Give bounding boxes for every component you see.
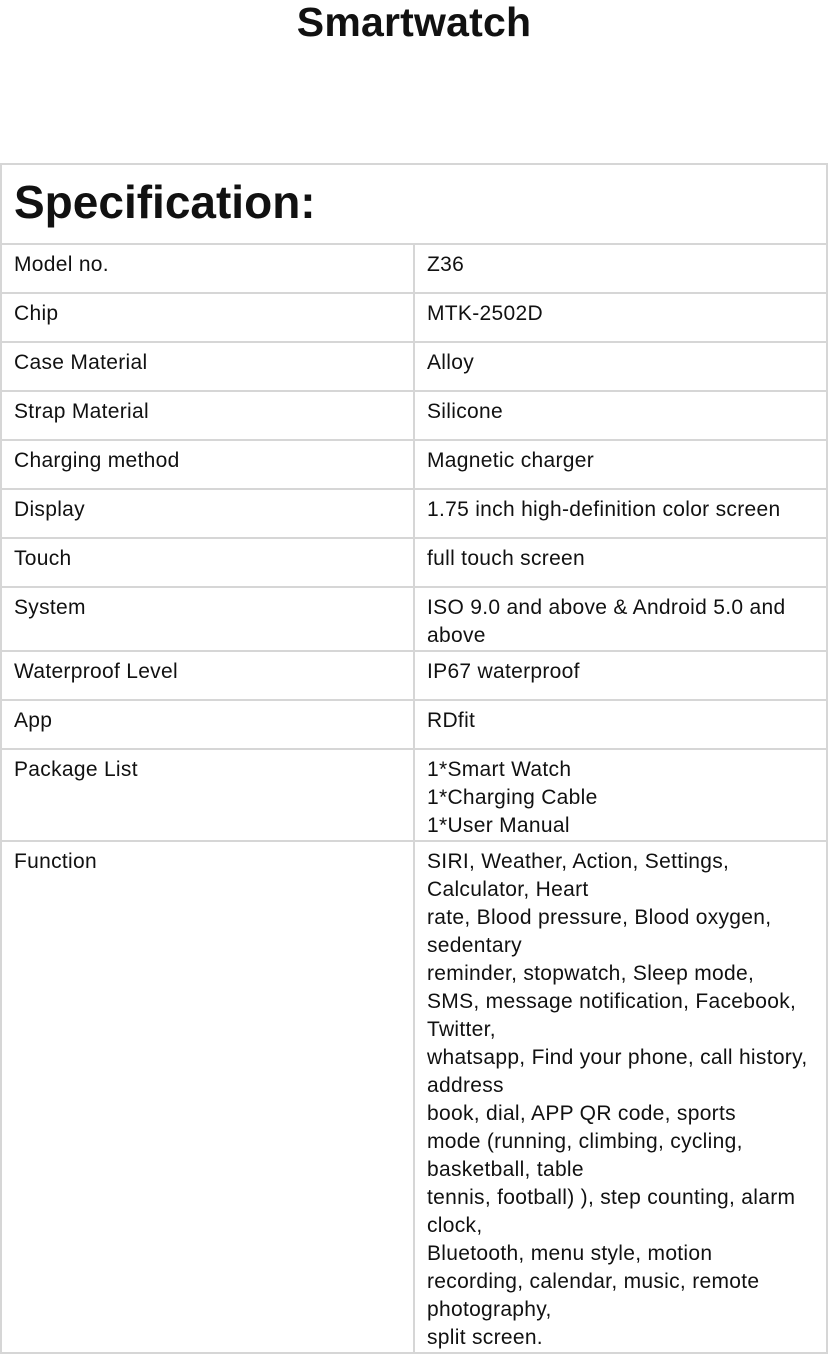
spec-heading: Specification: [1,164,827,244]
function-line: rate, Blood pressure, Blood oxygen, sedentary [427,906,772,957]
spec-value: IP67 waterproof [414,651,827,700]
function-line: split screen. [427,1326,543,1349]
package-item: 1*Charging Cable [427,786,598,809]
spec-row-case-material [1,342,827,391]
spec-label: System [1,587,414,651]
spec-value: Z36 [414,244,827,293]
spec-row-package-list [1,749,827,841]
spec-label: Model no. [1,244,414,293]
spec-label: Waterproof Level [1,651,414,700]
spec-row-display [1,489,827,538]
spec-value: Magnetic charger [414,440,827,489]
function-line: SIRI, Weather, Action, Settings, Calculator, Heart [427,850,730,901]
spec-label: Charging method [1,440,414,489]
spec-label: Strap Material [1,391,414,440]
package-items [414,749,827,841]
function-line: whatsapp, Find your phone, call history, address [427,1046,808,1097]
spec-row-chip [1,293,827,342]
spec-value: 1.75 inch high-definition color screen [414,489,827,538]
package-item: 1*User Manual [427,814,570,837]
spec-row-function [1,841,827,1353]
spec-value: Alloy [414,342,827,391]
spec-heading-row [1,164,827,244]
spec-label: Chip [1,293,414,342]
spec-label: Case Material [1,342,414,391]
function-text [414,841,827,1353]
spec-row-touch [1,538,827,587]
page-title: Smartwatch [296,0,532,45]
spec-table [0,163,828,1354]
spec-value: ISO 9.0 and above & Android 5.0 and above [414,587,827,651]
spec-label: App [1,700,414,749]
function-line: reminder, stopwatch, Sleep mode, [427,962,755,985]
spec-value: RDfit [414,700,827,749]
function-line: tennis, football) ), step counting, alarm clock, [427,1186,796,1237]
spec-value: full touch screen [414,538,827,587]
spec-row-waterproof-level [1,651,827,700]
spec-value: MTK-2502D [414,293,827,342]
spec-row-system [1,587,827,651]
package-item: 1*Smart Watch [427,758,572,781]
spec-row-model [1,244,827,293]
spec-row-charging-method [1,440,827,489]
function-line: Bluetooth, menu style, motion [427,1242,713,1265]
function-line: book, dial, APP QR code, sports [427,1102,736,1125]
function-line: recording, calendar, music, remote photography, [427,1270,760,1321]
function-line: mode (running, climbing, cycling, basketball, table [427,1130,743,1181]
spec-value: Silicone [414,391,827,440]
spec-label: Package List [1,749,414,841]
spec-row-app [1,700,827,749]
spec-label: Touch [1,538,414,587]
spec-label: Display [1,489,414,538]
function-line: SMS, message notification, Facebook, Twitter, [427,990,797,1041]
spec-row-strap-material [1,391,827,440]
spec-label: Function [1,841,414,1353]
